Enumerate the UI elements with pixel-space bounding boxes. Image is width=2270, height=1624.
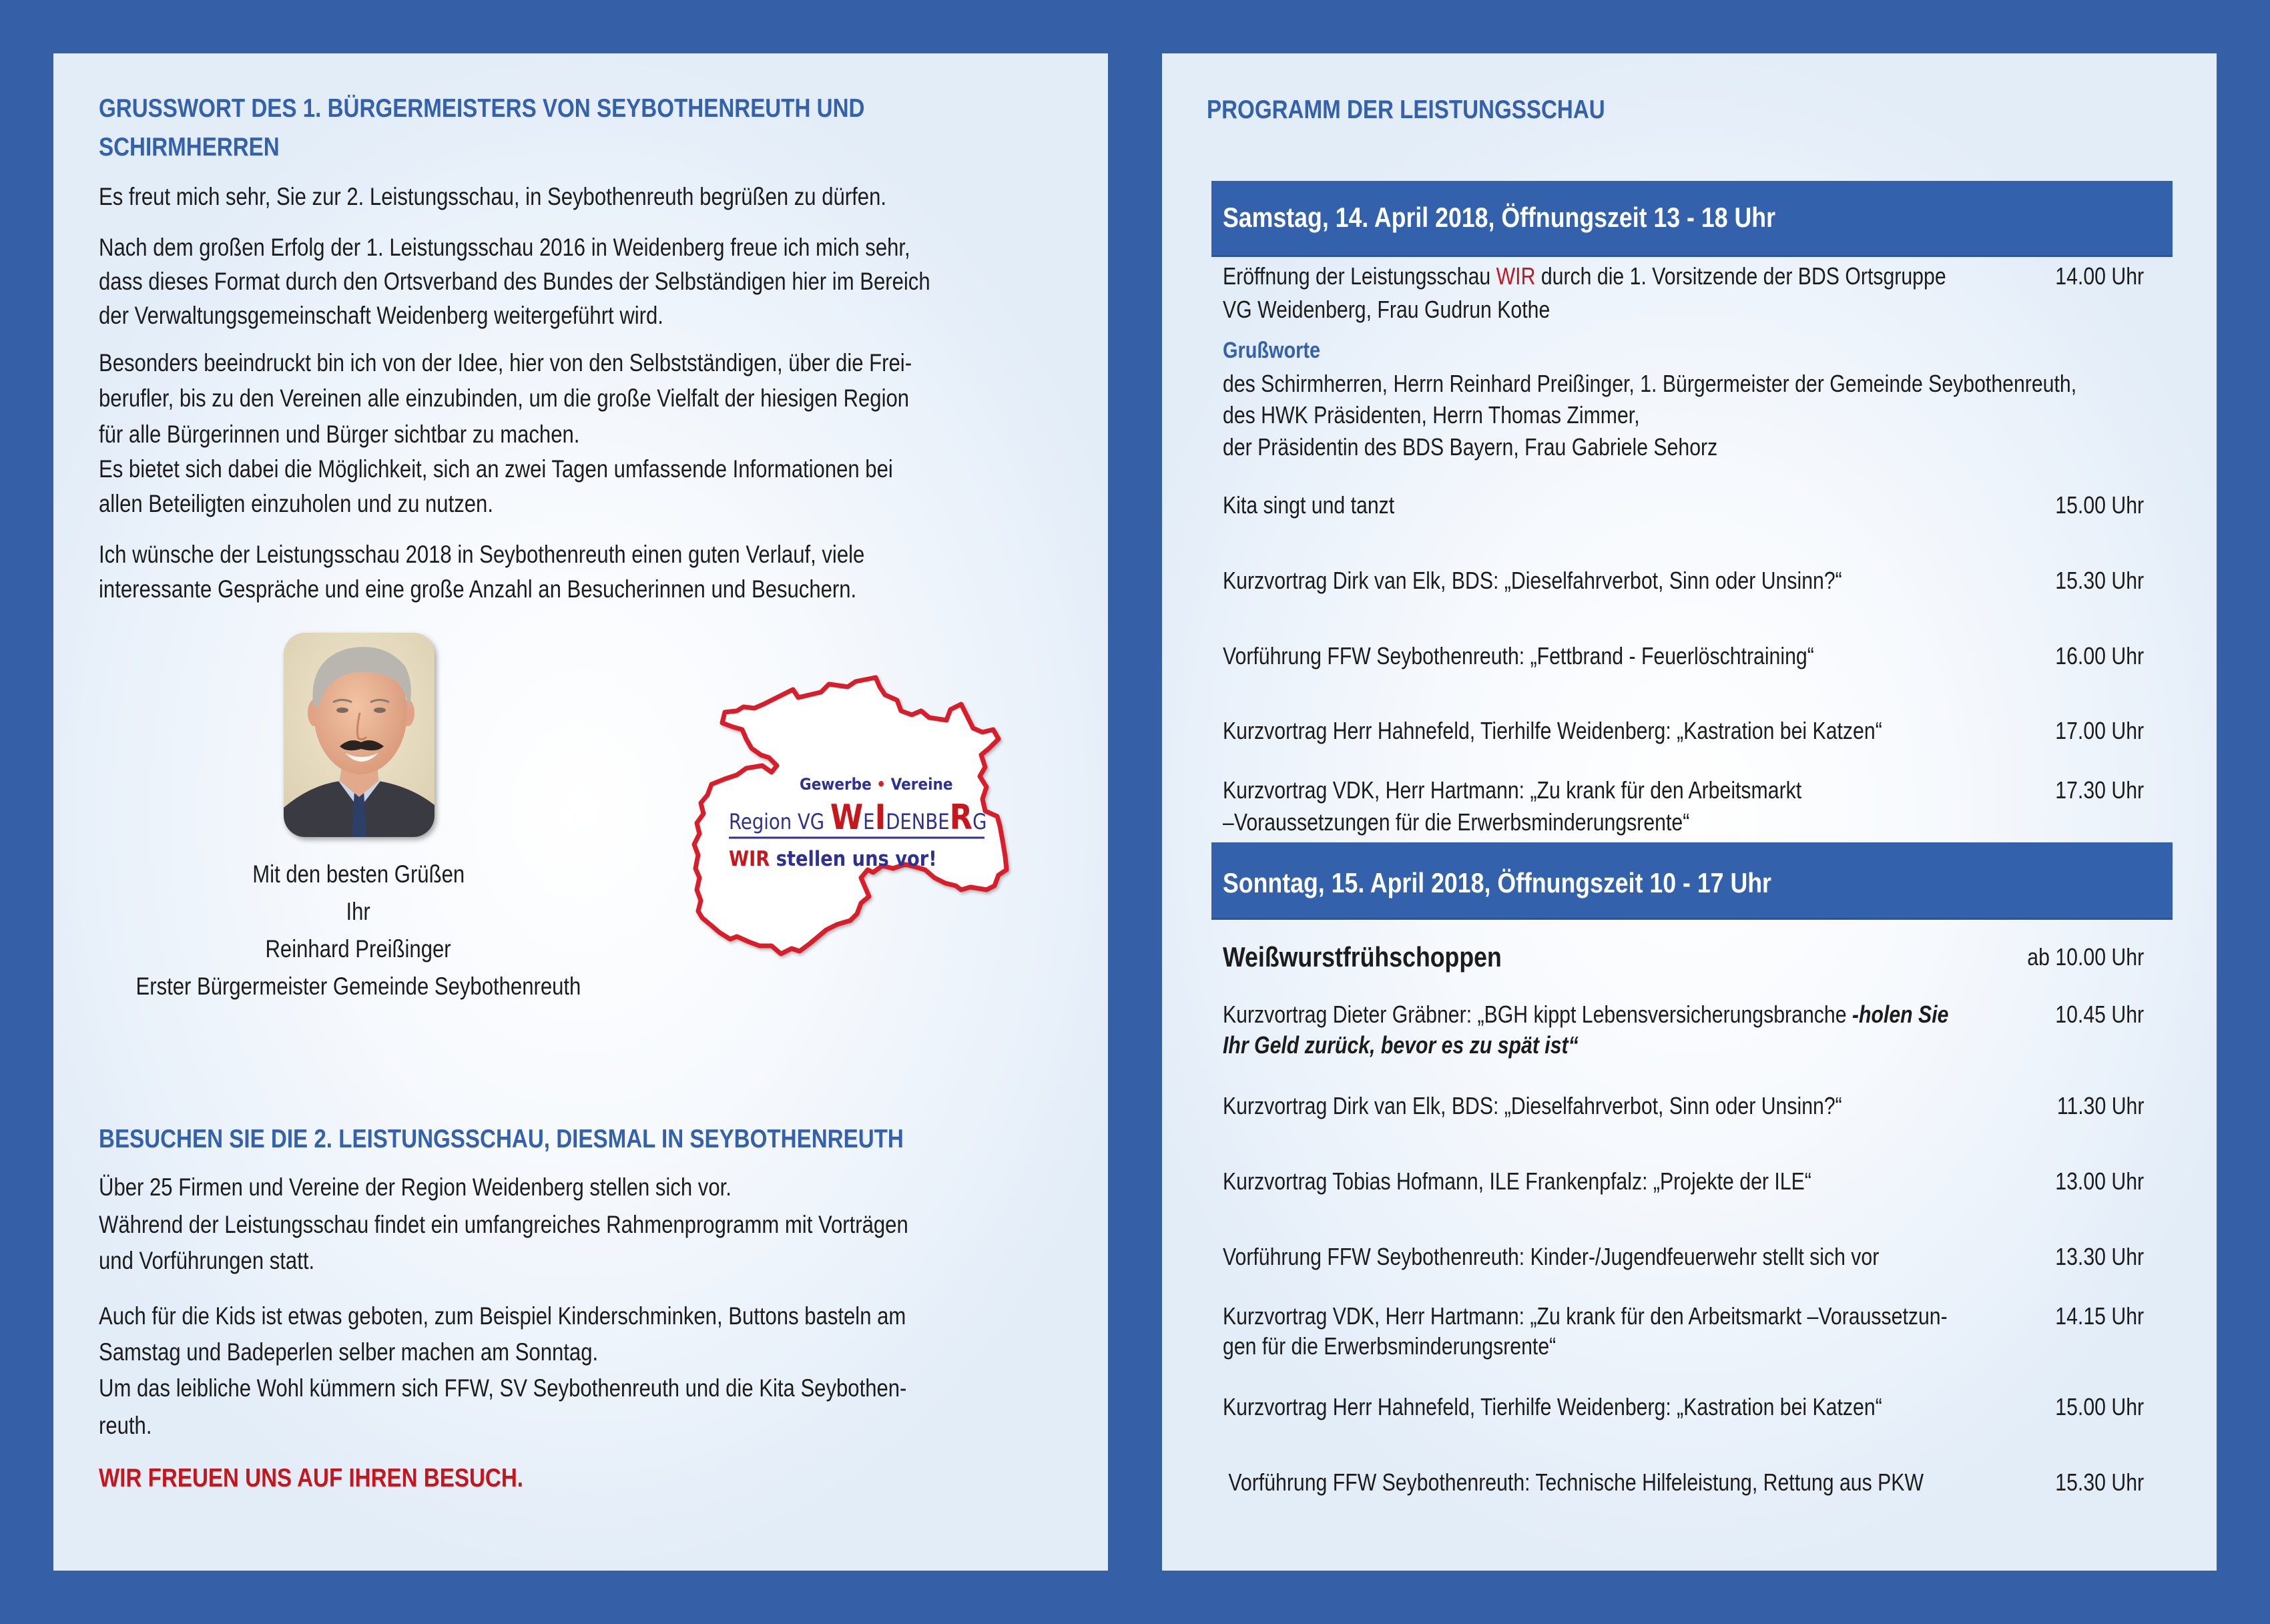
event-dieter-line-1 (1223, 999, 1948, 1030)
event-time: 11.30 Uhr (2056, 1092, 2144, 1119)
greeting-body-line: Ich wünsche der Leistungsschau 2018 in Seybothenreuth einen guten Verlauf, viele (99, 541, 865, 568)
greetings-line: des HWK Präsidenten, Herrn Thomas Zimmer, (1223, 401, 1640, 429)
sunday-header-text: Sonntag, 15. April 2018, Öffnungszeit 10 - 17 Uhr (1223, 867, 1771, 898)
logo-slogan (729, 847, 937, 871)
program-title: PROGRAMM DER LEISTUNGSSCHAU (1207, 95, 1605, 124)
visit-body-line: Auch für die Kids ist etwas geboten, zum Beispiel Kinderschminken, Buttons basteln am (99, 1302, 906, 1330)
greetings-line: der Präsidentin des BDS Bayern, Frau Gabriele Sehorz (1223, 433, 1718, 461)
logo-letter-r: R (949, 798, 973, 838)
event-time: ab 10.00 Uhr (2027, 943, 2144, 971)
sunday-header-bar (1211, 842, 2173, 918)
logo-letter-i: I (874, 798, 886, 838)
logo-letters-denbe: DENBE (886, 809, 950, 834)
visit-body-line: Samstag und Badeperlen selber machen am Sonntag. (99, 1338, 599, 1366)
visit-body-line: und Vorführungen statt. (99, 1247, 315, 1274)
greeting-body-line: interessante Gespräche und eine große Anzahl an Besucherinnen und Besuchern. (99, 575, 857, 603)
greetings-line: des Schirmherren, Herrn Reinhard Preißinger, 1. Bürgermeister der Gemeinde Seybothenreuth, (1223, 370, 2077, 397)
event-text: gen für die Erwerbsminderungsrente“ (1223, 1332, 1556, 1360)
visit-closing: WIR FREUEN UNS AUF IHREN BESUCH. (99, 1464, 524, 1493)
event-time: 14.00 Uhr (2055, 262, 2144, 290)
event-text: Kurzvortrag Tobias Hofmann, ILE Frankenpfalz: „Projekte der ILE“ (1223, 1167, 1811, 1195)
visit-body-line: Während der Leistungsschau findet ein umfangreiches Rahmenprogramm mit Vorträgen (99, 1211, 908, 1238)
greetings-label: Grußworte (1223, 338, 1321, 363)
event-text: Kurzvortrag Herr Hahnefeld, Tierhilfe Weidenberg: „Kastration bei Katzen“ (1223, 1393, 1882, 1420)
logo-letter-e: E (863, 809, 875, 834)
event-wir-highlight: WIR (1496, 262, 1536, 290)
greeting-body-line: allen Beteiligten einzuholen und zu nutzen. (99, 490, 493, 517)
event-highlight: Weißwurstfrühschoppen (1223, 941, 1502, 973)
greeting-body-line: für alle Bürgerinnen und Bürger sichtbar zu machen. (99, 421, 580, 448)
event-opening-line-2: VG Weidenberg, Frau Gudrun Kothe (1223, 296, 1550, 323)
signature-line (91, 895, 625, 928)
visit-body-line: reuth. (99, 1412, 152, 1439)
greeting-body-line: Nach dem großen Erfolg der 1. Leistungsschau 2016 in Weidenberg freue ich mich sehr, (99, 234, 910, 261)
portrait-illustration (284, 633, 435, 837)
logo-slogan-wir: WIR (729, 847, 770, 871)
greeting-body-line: der Verwaltungsgemeinschaft Weidenberg weitergeführt wird. (99, 302, 663, 329)
event-text: Kurzvortrag VDK, Herr Hartmann: „Zu krank für den Arbeitsmarkt –Voraussetzun- (1223, 1302, 1948, 1330)
event-time: 10.45 Uhr (2055, 1001, 2144, 1028)
mayor-portrait-photo (284, 633, 435, 837)
event-time: 15.30 Uhr (2055, 567, 2144, 594)
greeting-body-line: dass dieses Format durch den Ortsverband des Bundes der Selbständigen hier im Bereich (99, 268, 930, 295)
event-time: 13.30 Uhr (2055, 1243, 2144, 1270)
event-time: 15.30 Uhr (2055, 1468, 2144, 1496)
greeting-body-line: Es bietet sich dabei die Möglichkeit, sich an zwei Tagen umfassende Informationen bei (99, 455, 893, 483)
logo-slogan-rest: stellen uns vor! (770, 847, 937, 871)
visit-body-line: Über 25 Firmen und Vereine der Region Weidenberg stellen sich vor. (99, 1173, 732, 1201)
logo-gewerbe: Gewerbe (800, 775, 872, 794)
logo-region-prefix: Region VG (729, 809, 830, 834)
signature-title: Erster Bürgermeister Gemeinde Seybothenreuth (135, 973, 581, 1000)
signature-ihr: Ihr (346, 898, 371, 925)
logo-vereine: Vereine (890, 775, 953, 794)
event-time: 15.00 Uhr (2055, 491, 2144, 519)
event-text: Vorführung FFW Seybothenreuth: Technische Hilfeleistung, Rettung aus PKW (1223, 1468, 1924, 1496)
event-text: Kurzvortrag VDK, Herr Hartmann: „Zu krank für den Arbeitsmarkt (1223, 776, 1802, 804)
event-time: 17.30 Uhr (2055, 776, 2144, 804)
event-time: 14.15 Uhr (2055, 1302, 2144, 1330)
event-text: Kurzvortrag Dirk van Elk, BDS: „Dieselfahrverbot, Sinn oder Unsinn?“ (1223, 1092, 1842, 1119)
region-vg-weidenberg-logo (681, 657, 1021, 971)
event-dieter-line-2: Ihr Geld zurück, bevor es zu spät ist“ (1223, 1031, 1579, 1059)
event-text: durch die 1. Vorsitzende der BDS Ortsgruppe (1535, 262, 1946, 290)
greeting-body-line: Besonders beeindruckt bin ich von der Idee, hier von den Selbstständigen, über die Frei- (99, 349, 912, 376)
event-text: Kita singt und tanzt (1223, 491, 1395, 519)
greeting-title-line-1: GRUSSWORT DES 1. BÜRGERMEISTERS VON SEYBOTHENREUTH UND (99, 94, 865, 123)
greeting-title-line-2: SCHIRMHERREN (99, 133, 280, 162)
logo-region-name (729, 799, 986, 836)
event-text: Kurzvortrag Dirk van Elk, BDS: „Dieselfahrverbot, Sinn oder Unsinn?“ (1223, 567, 1842, 594)
signature-name: Reinhard Preißinger (265, 935, 452, 963)
saturday-header-bar (1211, 181, 2173, 255)
logo-tagline (800, 775, 953, 794)
event-time: 15.00 Uhr (2055, 1393, 2144, 1420)
logo-letter-g: G (972, 809, 987, 834)
event-text: Kurzvortrag Dieter Gräbner: „BGH kippt Lebensversicherungsbranche (1223, 1001, 1852, 1028)
saturday-header-text: Samstag, 14. April 2018, Öffnungszeit 13 - 18 Uhr (1223, 202, 1775, 233)
logo-bullet: • (876, 775, 886, 794)
greeting-body-line: Es freut mich sehr, Sie zur 2. Leistungsschau, in Seybothenreuth begrüßen zu dürfen. (99, 183, 887, 210)
event-time: 16.00 Uhr (2055, 642, 2144, 669)
visit-body-line: Um das leibliche Wohl kümmern sich FFW, SV Seybothenreuth und die Kita Seybothen- (99, 1374, 907, 1402)
event-text: Vorführung FFW Seybothenreuth: „Fettbrand - Feuerlöschtraining“ (1223, 642, 1814, 669)
event-text: Eröffnung der Leistungsschau (1223, 262, 1496, 290)
signature-line (91, 932, 625, 966)
event-text: –Voraussetzungen für die Erwerbsminderungsrente“ (1223, 808, 1690, 836)
signature-line (91, 970, 625, 1003)
signature-closing: Mit den besten Grüßen (252, 860, 465, 888)
greeting-body-line: berufler, bis zu den Vereinen alle einzubinden, um die große Vielfalt der hiesigen Region (99, 384, 910, 412)
event-emphasis: -holen Sie (1852, 1001, 1949, 1028)
event-text: Vorführung FFW Seybothenreuth: Kinder-/Jugendfeuerwehr stellt sich vor (1223, 1243, 1880, 1270)
event-text: Kurzvortrag Herr Hahnefeld, Tierhilfe Weidenberg: „Kastration bei Katzen“ (1223, 717, 1882, 744)
event-opening-line-1 (1223, 261, 1946, 292)
signature-line (91, 858, 625, 891)
event-time: 17.00 Uhr (2055, 717, 2144, 744)
event-time: 13.00 Uhr (2055, 1167, 2144, 1195)
visit-title: BESUCHEN SIE DIE 2. LEISTUNGSSCHAU, DIESMAL IN SEYBOTHENREUTH (99, 1125, 904, 1153)
logo-letter-w: W (830, 798, 864, 838)
